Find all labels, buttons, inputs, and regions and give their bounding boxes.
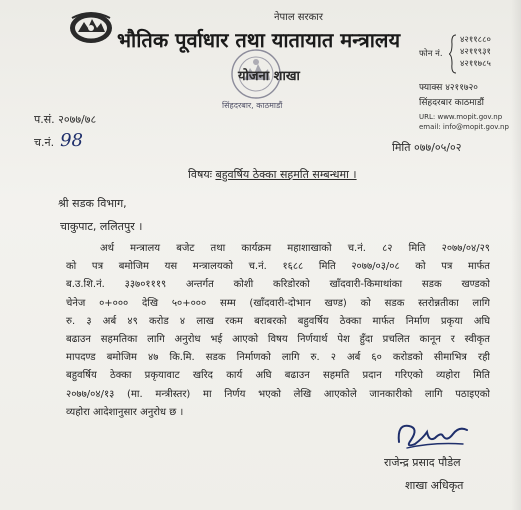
email-address: info@mopit.gov.np (442, 123, 509, 131)
phone-number: ४२११८८० (460, 35, 491, 45)
signatory-name: राजेन्द्र प्रसाद पौडेल (384, 456, 461, 469)
subject-label: विषयः (188, 168, 212, 181)
fax-number: फ्याक्स ४२११७२० (419, 83, 478, 93)
phone-label: फोन नं. (419, 49, 443, 59)
body-line: को पत्र बमोजिम यस मन्त्रालयको च.नं. १६८८ मिति २०७७/०३/०८ को पत्र मार्फत (66, 261, 490, 273)
body-line: व्यहोरा आदेशानुसार अनुरोध छ । (66, 406, 184, 418)
recipient-address (58, 192, 142, 238)
body-line: मापदण्ड बमोजिम ४७ कि.मि. सडक निर्माणको लागि रु. २ अर्ब ६० करोडको सीमाभित्र रही (66, 352, 490, 364)
letter-number: प.सं. २०७७/७८ (34, 113, 97, 126)
body-line: चेनेज ०+००० देखि ५०+००० सम्म (खाँदवारी-दोभान खण्ड) को सडक स्तरोन्नतीका लागि (66, 297, 490, 309)
body-line: अर्थ मन्त्रालय बजेट तथा कार्यक्रम महाशाखाको च.नं. ८२ मिति २०७७/०४/२९ (100, 243, 490, 254)
url-label: URL: (419, 113, 436, 121)
phone-number: ४२११९३१ (460, 47, 491, 57)
signature-icon (393, 412, 473, 456)
seal-text: सिंहदरबार, काठमाडौं (222, 101, 283, 110)
ministry-name: भौतिक पूर्वाधार तथा यातायात मन्त्रालय (117, 28, 401, 52)
letter-body (66, 240, 490, 422)
recipient-line: चाकुपाट, ललितपुर । (60, 220, 143, 233)
nepal-emblem-icon (68, 10, 114, 46)
body-line: बढाउन सहमतिका लागि अनुरोध भई आएको विषय निर्णयार्थ पेश हुँदा प्रचलित कानून र स्वीकृत (66, 334, 490, 346)
website-url: www.mopit.gov.np (437, 113, 503, 121)
recipient-line: श्री सडक विभाग, (58, 197, 127, 210)
body-line: २०७७/०४/१३ (मा. मन्त्रीस्तर) मा निर्णय भएको लेखि आएकोले जानकारीको लागि पठाइएको (66, 388, 490, 400)
body-line: ब.उ.शि.नं. ३३७०१११९ अन्तर्गत कोशी करिडोरको खाँदवारी-किमाथांका सडक खण्डको (66, 279, 490, 291)
brace-icon (449, 34, 457, 74)
phone-number: ४२११७८५ (460, 59, 491, 69)
email-label: email: (419, 123, 441, 131)
office-city: सिंहदरबार काठमाडौं (419, 98, 484, 108)
phone-list (460, 34, 491, 70)
body-line: बहुवर्षिय ठेक्का प्रकृयावाट खरिद कार्य अघि बढाउन सहमति प्रदान गरिएको व्यहोरा मिति (66, 370, 490, 382)
page-edge-shadow (511, 0, 521, 510)
body-line: रु. ३ अर्ब ४९ करोड ४ लाख रकम बराबरको बहुवर्षिय ठेक्का मार्फत निर्माण प्रकृया अघि (66, 315, 490, 327)
subject-line (188, 167, 357, 182)
dispatch-number (34, 130, 83, 151)
handwritten-dispatch-number: 98 (60, 130, 83, 151)
government-label: नेपाल सरकार (274, 12, 323, 23)
letter-date: मिति ०७७/०५/०२ (392, 141, 462, 154)
signatory-designation: शाखा अधिकृत (405, 479, 464, 492)
section-name: योजना शाखा (238, 69, 300, 84)
dispatch-label: च.नं. (34, 136, 55, 149)
web-contact (419, 112, 509, 132)
subject-text: बहुवर्षिय ठेक्का सहमति सम्बन्धमा । (215, 168, 357, 181)
